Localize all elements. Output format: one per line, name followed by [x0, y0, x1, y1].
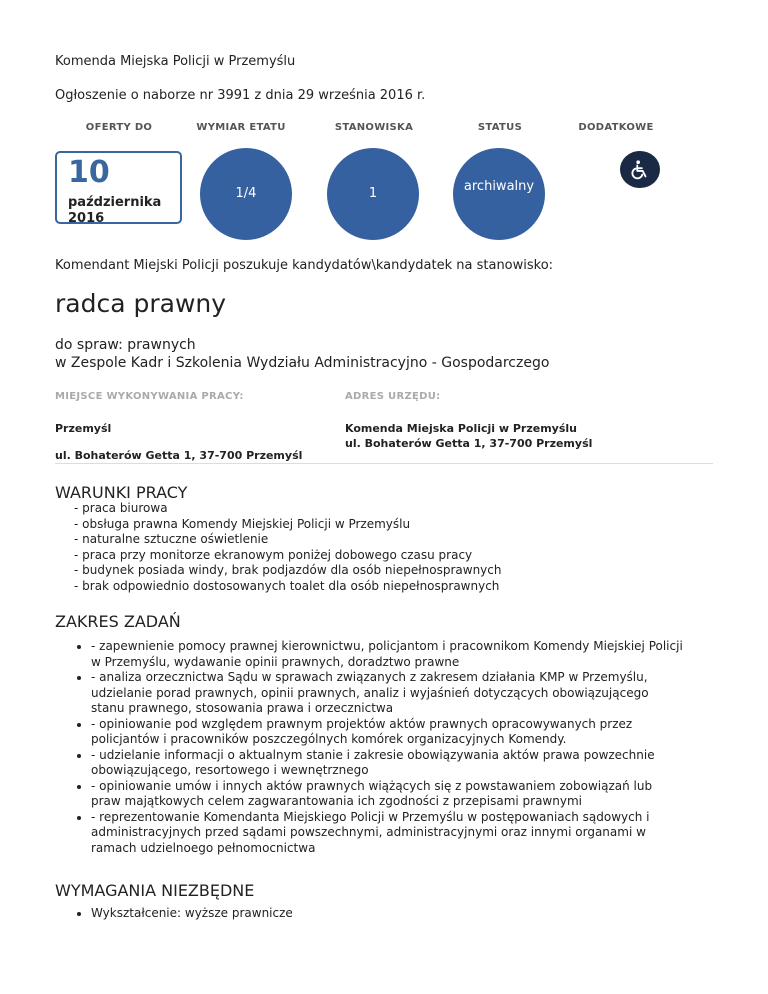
office-name: Komenda Miejska Policji w Przemyślu: [345, 422, 578, 435]
agency-name: Komenda Miejska Policji w Przemyślu: [55, 54, 296, 69]
requirements-list: [55, 906, 685, 922]
deadline-month: października: [68, 195, 162, 210]
office-label: ADRES URZĘDU:: [345, 391, 441, 402]
header-deadline: OFERTY DO: [85, 122, 153, 133]
status-value: archiwalny: [463, 179, 535, 194]
list-item: - budynek posiada windy, brak podjazdów dla osób niepełnosprawnych: [74, 563, 502, 577]
deadline-day: 10: [68, 155, 110, 190]
requirements-list-wrap: [55, 906, 685, 922]
wheelchair-icon: [620, 151, 660, 188]
duties-list: [55, 639, 685, 856]
list-item: - praca przy monitorze ekranowym poniżej dobowego czasu pracy: [74, 547, 473, 562]
list-item: • - reprezentowanie Komendanta Miejskiego Policji w Przemyślu w postępowaniach sądowych i administracyjnych przed sądami powszechnymi, administracyjnymi oraz innymi organami w ramach udzielnoego pełnomocnictwa: [91, 810, 685, 857]
deadline-box: [55, 151, 182, 224]
fte-value: 1/4: [235, 186, 257, 201]
list-item: - brak odpowiednio dostosowanych toalet dla osób niepełnosprawnych: [74, 578, 500, 593]
workplace-label: MIEJSCE WYKONYWANIA PRACY:: [55, 391, 244, 402]
list-item: - naturalne sztuczne oświetlenie: [74, 532, 269, 546]
subtitle-line-1: do spraw: prawnych: [55, 337, 196, 353]
positions-value: 1: [368, 186, 378, 201]
requirements-title: WYMAGANIA NIEZBĘDNE: [55, 881, 255, 900]
list-item: • - analiza orzecznictwa Sądu w sprawach związanych z zakresem działania KMP w Przemyślu, udzielanie porad prawnych, opinii prawnych, analiz i wyjaśnień dotyczących obowiązującego stanu prawnego, stosowania prawa i orzecznictwa: [91, 670, 685, 717]
office-address-block: [345, 421, 592, 451]
list-item: • - opiniowanie umów i innych aktów prawnych wiążących się z powstawaniem zobowiązań lub praw majątkowych celem zagwarantowania ich zgodności z przepisami prawnymi: [91, 779, 685, 810]
duties-list-wrap: [55, 639, 685, 856]
list-item: • - udzielanie informacji o aktualnym stanie i zakresie obowiązywania aktów prawa powzechnie obowiązującego, resortowego i wewnętrznego: [91, 748, 685, 779]
fte-circle: [200, 148, 292, 240]
position-subtitle: [55, 336, 549, 372]
deadline-year: 2016: [68, 211, 105, 226]
list-item: - obsługa prawna Komendy Miejskiej Policji w Przemyślu: [74, 516, 411, 531]
header-extra: DODATKOWE: [578, 122, 654, 133]
subtitle-line-2: w Zespole Kadr i Szkolenia Wydziału Administracyjno - Gospodarczego: [55, 355, 550, 371]
deadline-month-year: [68, 195, 161, 227]
conditions-list: [74, 501, 502, 594]
wheelchair-icon-glyph: [629, 159, 651, 181]
header-positions: STANOWISKA: [334, 122, 414, 133]
status-circle: [453, 148, 545, 240]
header-status: STATUS: [477, 122, 523, 133]
list-item: • Wykształcenie: wyższe prawnicze: [91, 906, 685, 922]
list-item: • - opiniowanie pod względem prawnym projektów aktów prawnych opracowywanych przez policjantów i pracowników poszczególnych komórek organizacyjnych Komendy.: [91, 717, 685, 748]
duties-title: ZAKRES ZADAŃ: [55, 612, 181, 631]
conditions-title: WARUNKI PRACY: [55, 483, 188, 502]
office-address: ul. Bohaterów Getta 1, 37-700 Przemyśl: [345, 437, 593, 450]
workplace-address: ul. Bohaterów Getta 1, 37-700 Przemyśl: [55, 449, 303, 462]
intro-text: Komendant Miejski Policji poszukuje kandydatów\kandydatek na stanowisko:: [55, 258, 554, 273]
announcement-title: Ogłoszenie o naborze nr 3991 z dnia 29 września 2016 r.: [55, 88, 426, 103]
positions-circle: [327, 148, 419, 240]
position-title: radca prawny: [55, 289, 227, 318]
list-item: • - zapewnienie pomocy prawnej kierownictwu, policjantom i pracownikom Komendy Miejskiej Policji w Przemyślu, wydawanie opinii prawnych, doradztwo prawne: [91, 639, 685, 670]
divider: [55, 463, 713, 464]
list-item: - praca biurowa: [74, 501, 168, 515]
workplace-city: Przemyśl: [55, 422, 112, 435]
header-fte: WYMIAR ETATU: [196, 122, 286, 133]
